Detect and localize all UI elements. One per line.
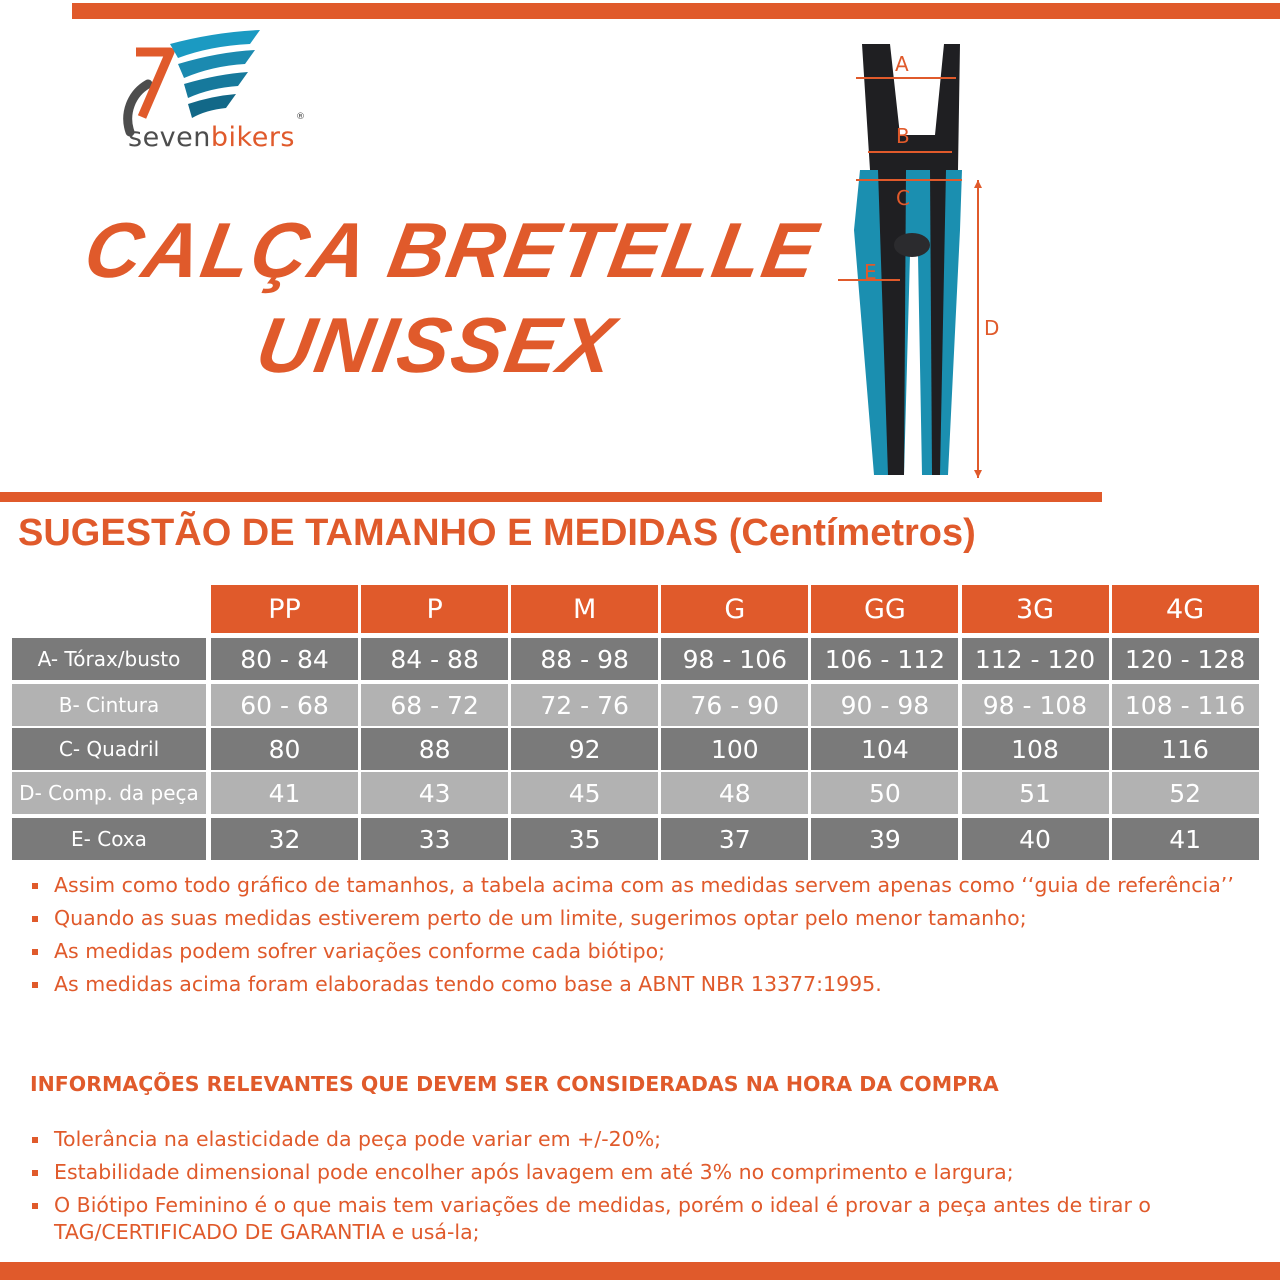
table-cell: 88 [361,728,508,770]
table-cell: 68 - 72 [361,684,508,726]
table-cell: 43 [361,772,508,814]
info-title: INFORMAÇÕES RELEVANTES QUE DEVEM SER CONSIDERADAS NA HORA DA COMPRA [30,1072,999,1096]
table-cell: 60 - 68 [211,684,358,726]
table-cell: 50 [811,772,958,814]
size-header: G [661,585,808,633]
table-cell: 45 [511,772,658,814]
note-item: As medidas acima foram elaboradas tendo como base a ABNT NBR 13377:1995. [30,971,1250,998]
table-cell: 98 - 108 [962,684,1109,726]
table-cell: 100 [661,728,808,770]
table-cell: 116 [1112,728,1259,770]
size-header: M [511,585,658,633]
table-cell: 41 [1112,818,1259,860]
bib-tights-illustration [830,40,1030,485]
middle-divider-bar [0,492,1102,502]
row-label: A- Tórax/busto [12,638,206,680]
table-cell: 39 [811,818,958,860]
table-cell: 88 - 98 [511,638,658,680]
table-cell: 112 - 120 [962,638,1109,680]
registered-mark: ® [296,112,305,122]
size-header: GG [811,585,958,633]
size-header: 4G [1112,585,1259,633]
brand-name-part2: bikers [210,122,295,153]
garment-label-d: D [984,316,1000,340]
table-cell: 32 [211,818,358,860]
info-list [30,1126,1250,1252]
garment-label-b: B [896,124,910,148]
top-border-bar [72,3,1280,19]
product-title-line1: CALÇA BRETELLE [78,206,826,294]
note-item: Assim como todo gráfico de tamanhos, a tabela acima com as medidas servem apenas como ‘‘guia de referência’’ [30,872,1250,899]
note-item: As medidas podem sofrer variações conforme cada biótipo; [30,938,1250,965]
brand-name-part1: seven [128,122,211,153]
table-cell: 98 - 106 [661,638,808,680]
product-title-line2: UNISSEX [250,301,623,389]
garment-label-e: E [864,260,877,284]
table-cell: 41 [211,772,358,814]
row-label: E- Coxa [12,818,206,860]
garment-label-a: A [895,52,909,76]
brand-name [128,122,295,153]
table-cell: 120 - 128 [1112,638,1259,680]
bottom-border-bar [0,1262,1280,1280]
table-cell: 80 - 84 [211,638,358,680]
table-cell: 52 [1112,772,1259,814]
table-cell: 40 [962,818,1109,860]
table-cell: 48 [661,772,808,814]
table-cell: 33 [361,818,508,860]
info-item: Tolerância na elasticidade da peça pode variar em +/-20%; [30,1126,1250,1153]
size-header: P [361,585,508,633]
size-header: PP [211,585,358,633]
info-item: O Biótipo Feminino é o que mais tem variações de medidas, porém o ideal é provar a peça antes de tirar o TAG/CERTIFICADO DE GARANTIA e usá-la; [30,1192,1250,1246]
table-cell: 104 [811,728,958,770]
section-title: SUGESTÃO DE TAMANHO E MEDIDAS (Centímetros) [18,512,976,554]
table-cell: 37 [661,818,808,860]
table-cell: 106 - 112 [811,638,958,680]
table-cell: 72 - 76 [511,684,658,726]
table-cell: 108 - 116 [1112,684,1259,726]
row-label: B- Cintura [12,684,206,726]
table-cell: 76 - 90 [661,684,808,726]
row-label: D- Comp. da peça [12,772,206,814]
table-cell: 90 - 98 [811,684,958,726]
table-cell: 92 [511,728,658,770]
note-item: Quando as suas medidas estiverem perto de um limite, sugerimos optar pelo menor tamanho; [30,905,1250,932]
garment-label-c: C [896,186,910,210]
table-cell: 108 [962,728,1109,770]
notes-list [30,872,1250,1004]
row-label: C- Quadril [12,728,206,770]
table-cell: 84 - 88 [361,638,508,680]
size-header: 3G [962,585,1109,633]
table-cell: 35 [511,818,658,860]
info-item: Estabilidade dimensional pode encolher após lavagem em até 3% no comprimento e largura; [30,1159,1250,1186]
table-cell: 80 [211,728,358,770]
table-cell: 51 [962,772,1109,814]
